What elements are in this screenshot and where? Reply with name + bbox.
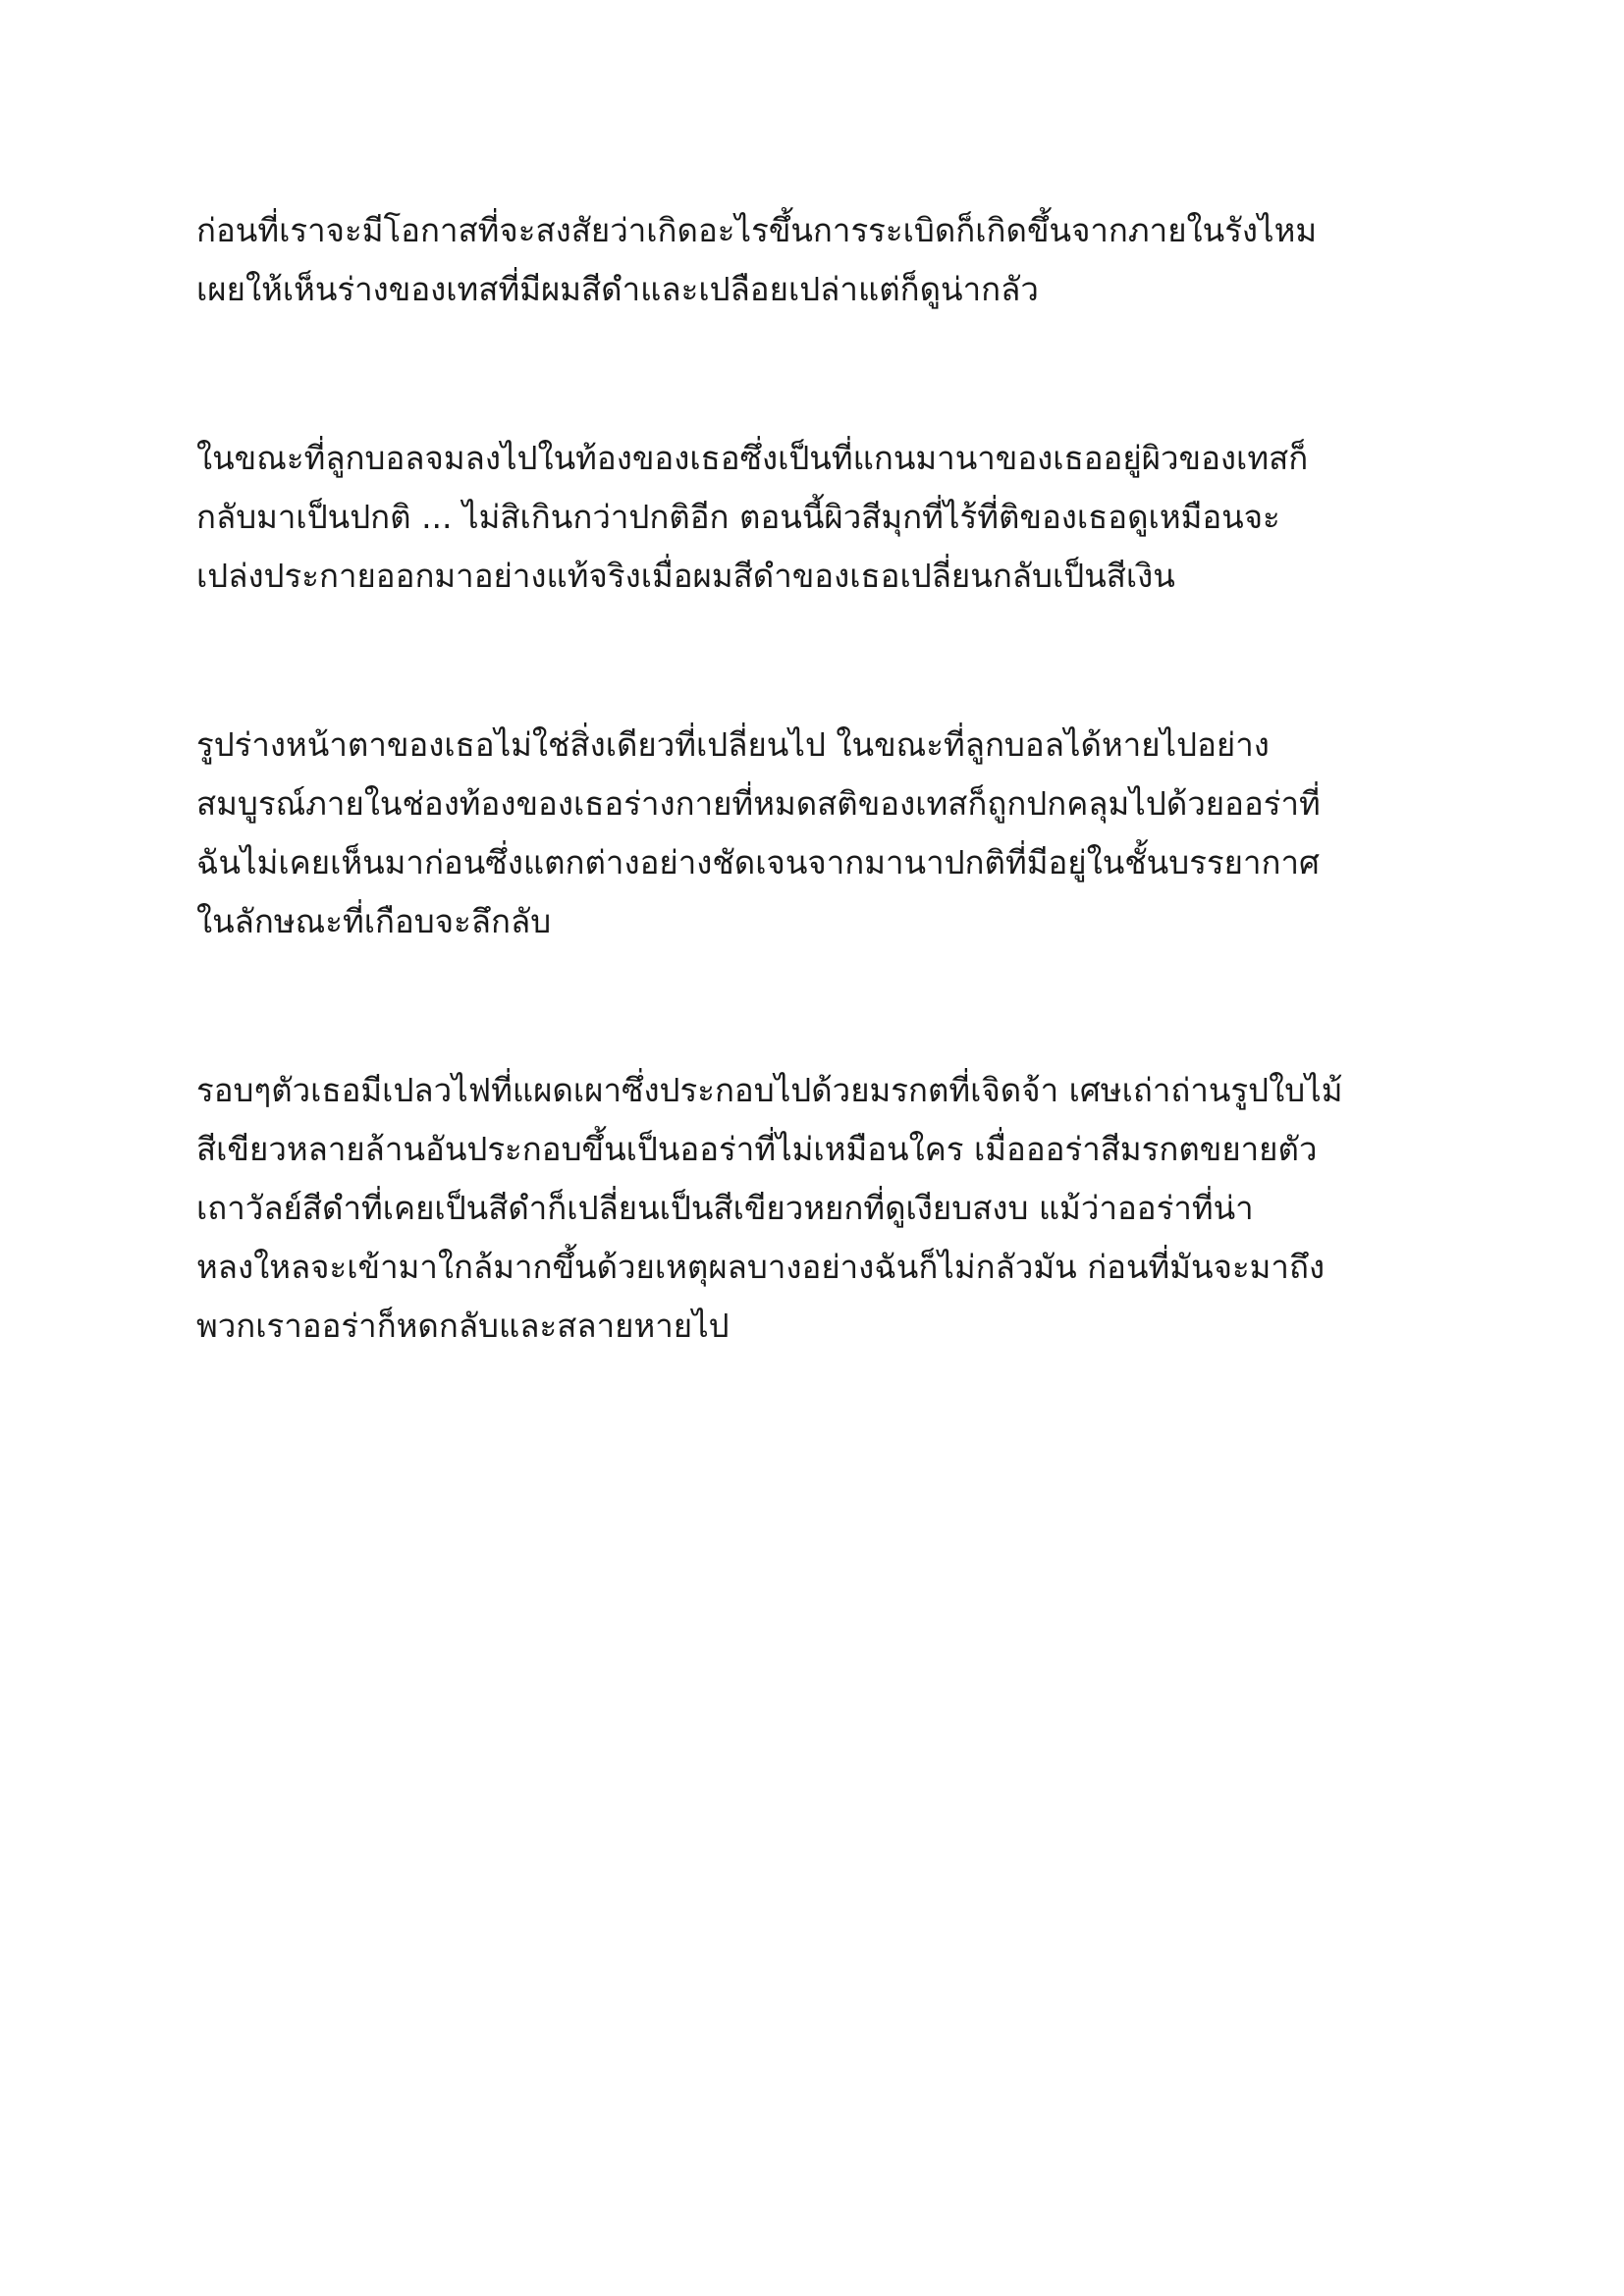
text-line: หลงใหลจะเข้ามาใกล้มากขึ้นด้วยเหตุผลบางอย่างฉันก็ไม่กลัวมัน ก่อนที่มันจะมาถึง — [196, 1248, 1326, 1286]
text-line: เผยให้เห็นร่างของเทสที่มีผมสีดำและเปลือยเปล่าแต่ก็ดูน่ากลัว — [196, 270, 1039, 308]
paragraph — [196, 429, 1473, 606]
text-line: เปล่งประกายออกมาอย่างแท้จริงเมื่อผมสีดำของเธอเปลี่ยนกลับเป็นสีเงิน — [196, 557, 1175, 595]
text-line: สีเขียวหลายล้านอันประกอบขึ้นเป็นออร่าที่ไม่เหมือนใคร เมื่อออร่าสีมรกตขยายตัว — [196, 1130, 1318, 1168]
text-line: ฉันไม่เคยเห็นมาก่อนซึ่งแตกต่างอย่างชัดเจนจากมานาปกติที่มีอยู่ในชั้นบรรยากาศ — [196, 843, 1320, 881]
text-line: ในขณะที่ลูกบอลจมลงไปในท้องของเธอซึ่งเป็นที่แกนมานาของเธออยู่ผิวของเทสก็ — [196, 439, 1309, 477]
document-body — [196, 201, 1473, 1466]
text-line: เถาวัลย์สีดำที่เคยเป็นสีดำก็เปลี่ยนเป็นสีเขียวหยกที่ดูเงียบสงบ แม้ว่าออร่าที่น่า — [196, 1189, 1254, 1227]
paragraph — [196, 1061, 1473, 1356]
paragraph — [196, 201, 1473, 319]
paragraph — [196, 716, 1473, 951]
text-line: กลับมาเป็นปกติ ... ไม่สิเกินกว่าปกติอีก ตอนนี้ผิวสีมุกที่ไร้ที่ติของเธอดูเหมือนจะ — [196, 498, 1280, 536]
text-line: รอบๆตัวเธอมีเปลวไฟที่แผดเผาซึ่งประกอบไปด้วยมรกตที่เจิดจ้า เศษเถ่าถ่านรูปใบไม้ — [196, 1071, 1343, 1109]
text-line: พวกเราออร่าก็หดกลับและสลายหายไป — [196, 1307, 730, 1345]
text-line: สมบูรณ์ภายในช่องท้องของเธอร่างกายที่หมดสติของเทสก็ถูกปกคลุมไปด้วยออร่าที่ — [196, 784, 1321, 823]
text-line: ก่อนที่เราจะมีโอกาสที่จะสงสัยว่าเกิดอะไรขึ้นการระเบิดก็เกิดขึ้นจากภายในรังไหม — [196, 211, 1318, 249]
text-line: รูปร่างหน้าตาของเธอไม่ใช่สิ่งเดียวที่เปลี่ยนไป ในขณะที่ลูกบอลได้หายไปอย่าง — [196, 725, 1270, 764]
text-line: ในลักษณะที่เกือบจะลึกลับ — [196, 902, 552, 940]
